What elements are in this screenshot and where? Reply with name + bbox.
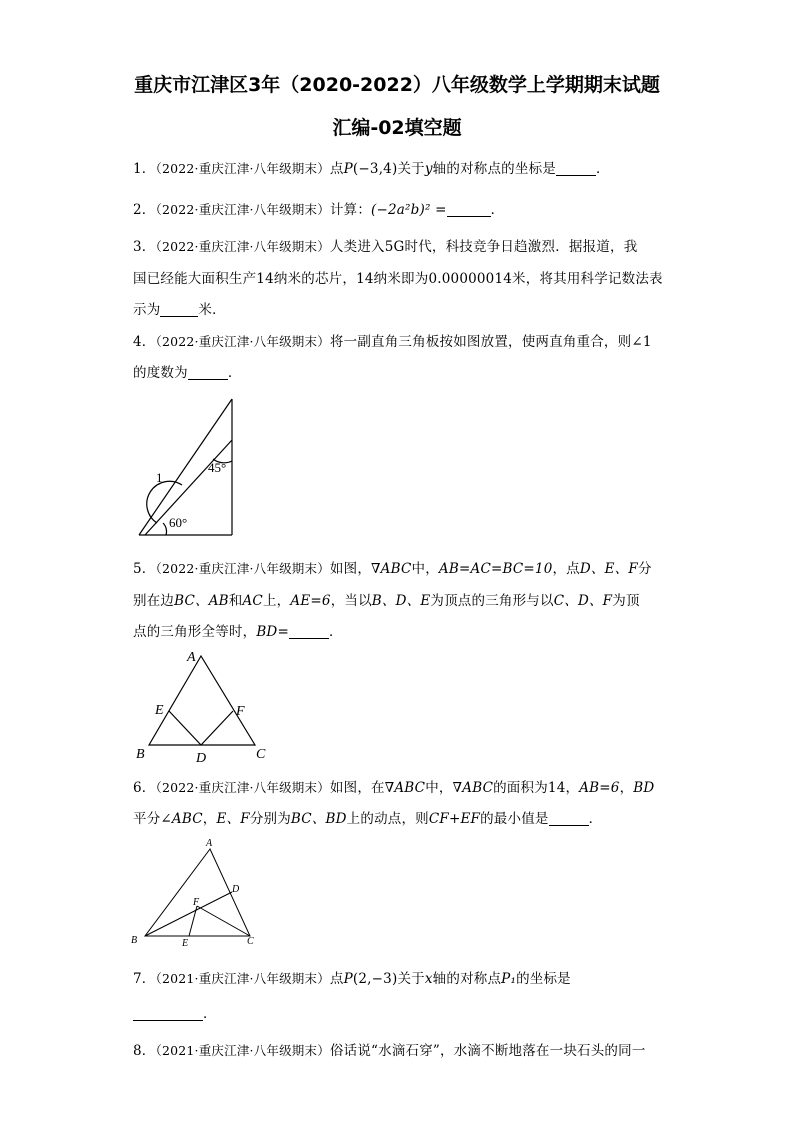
question-5-line3: 点的三角形全等时，BD= ． (133, 624, 343, 640)
label-c: C (256, 747, 266, 762)
label-d: D (232, 884, 240, 895)
question-3-line2: 国已经能大面积生产14纳米的芯片，14纳米即为0.00000014米，将其用科学记数法表 (133, 271, 663, 287)
question-6-line2: 平分∠ABC，E、F分别为BC、BD上的动点，则CF+EF的最小值是 ． (133, 811, 603, 827)
label-b: B (131, 935, 138, 946)
label-e: E (155, 703, 164, 718)
angle-1-label: 1 (156, 470, 163, 485)
angle-45-label: 45° (208, 460, 227, 475)
question-7-line1: 7．（2021·重庆江津·八年级期末）点P(2,−3)关于x轴的对称点P₁的坐标是 (133, 971, 571, 987)
label-e: E (182, 938, 189, 949)
label-f: F (236, 704, 245, 719)
question-4-line2: 的度数为 ． (133, 365, 242, 381)
doc-title-line1: 重庆市江津区3年（2020-2022）八年级数学上学期期末试题 (134, 74, 660, 96)
label-a: A (206, 838, 213, 849)
question-8-line1: 8．（2021·重庆江津·八年级期末）俗话说“水滴石穿”，水滴不断地落在一块石头的同一 (133, 1043, 646, 1059)
label-f: F (193, 897, 200, 908)
label-d: D (196, 751, 207, 766)
question-6-line1: 6．（2022·重庆江津·八年级期末）如图，在∇ABC中，∇ABC的面积为14，AB=6，BD (133, 780, 655, 796)
answer-blank-7[interactable] (133, 1006, 203, 1021)
label-c: C (247, 936, 254, 947)
question-4-line1: 4．（2022·重庆江津·八年级期末）将一副直角三角板按如图放置，使两直角重合，则∠1 (133, 334, 652, 350)
label-b: B (136, 747, 145, 762)
segment-cf (197, 906, 250, 936)
question-3-line1: 3．（2022·重庆江津·八年级期末）人类进入5G时代，科技竞争日趋激烈．据报道，我 (133, 239, 638, 255)
question-2: 2．（2022·重庆江津·八年级期末）计算：(−2a²b)² = ． (133, 202, 505, 218)
label-a: A (187, 650, 196, 665)
question-7-line2: ． (133, 1002, 217, 1022)
question-1: 1．（2022·重庆江津·八年级期末）点P(−3,4)关于y轴的对称点的坐标是 ． (133, 161, 610, 177)
angle-60-label: 60° (169, 515, 188, 530)
bisector-bd (145, 892, 232, 936)
question-5-line1: 5．（2022·重庆江津·八年级期末）如图，∇ABC中，AB=AC=BC=10，点D、E、F分 (133, 561, 652, 577)
question-5-line2: 别在边BC、AB和AC上，AE=6，当以B、D、E为顶点的三角形与以C、D、F为顶 (133, 593, 640, 609)
doc-title-line2: 汇编-02填空题 (332, 117, 462, 139)
question-3-line3: 示为 米． (133, 302, 226, 318)
segment-ef (189, 906, 197, 936)
